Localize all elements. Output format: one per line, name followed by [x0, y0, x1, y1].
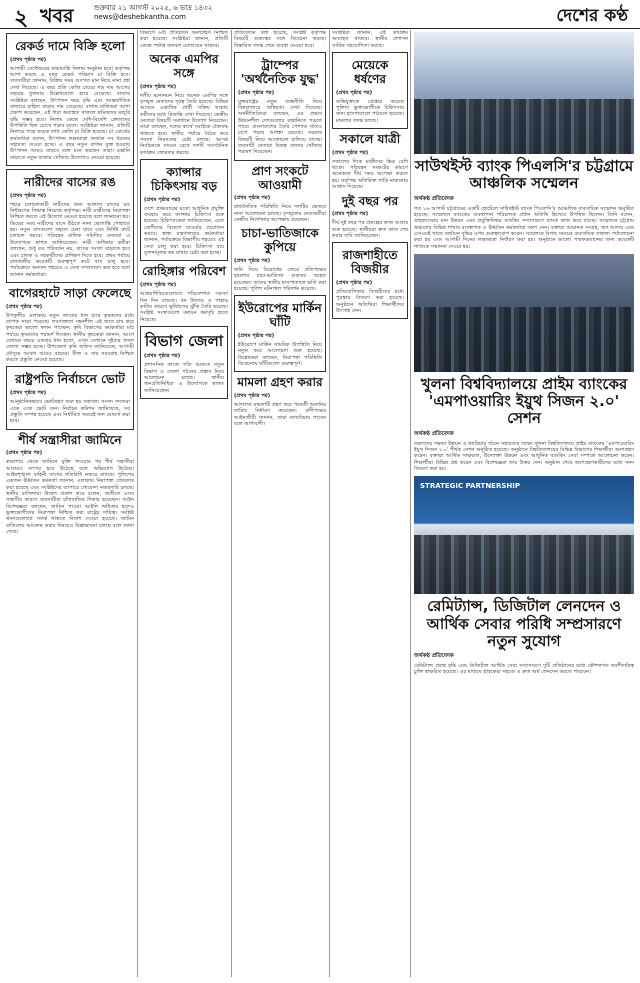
story-dateline: (প্রথম পৃষ্ঠার পর): [336, 279, 373, 286]
story-body: দেশে প্রথমবারের মতো আধুনিক প্রযুক্তি ব্যবহার করে ক্যান্সার চিকিৎসা শুরু হয়েছে। চিকিৎসকেরা জানিয়েছেন, এতে রোগীদের বিদেশে যাওয়ার প্রয়োজন কমবে। স্বাস্থ্য মন্ত্রণালয়ের কর্মকর্তারা জানান, পর্যায়ক্রমে বিভাগীয় শহরেও এই সেবা চালু করা হবে। চিকিৎসা ব্যয় তুলনামূলক কম রাখার চেষ্টা করা হচ্ছে।: [144, 205, 224, 257]
story-body: প্রশাসনিক কাজে গতি আনতে নতুন বিভাগ ও জেলা গঠনের প্রস্তাব নিয়ে আলোচনা চলছে। স্থানীয় জনপ্রতিনিধিরা এ উদ্যোগকে স্বাগত জানিয়েছেন।: [144, 362, 224, 394]
story-body: সংশ্লিষ্টরা জানান, এই কার্যক্রম অব্যাহত থাকবে। স্থানীয় প্রশাসন সার্বিক সহযোগিতা করছে।: [332, 30, 408, 49]
story-headline: শীর্ষ সন্ত্রাসীরা জামিনে: [18, 432, 122, 447]
column-2: [140, 30, 228, 977]
story-headline: রোহিঙ্গার পরিবেশ: [142, 264, 226, 279]
story-headline: রেকর্ড দামে বিক্রি হলো: [15, 39, 125, 53]
feature-headline: রেমিট্যান্স, ডিজিটাল লেনদেন ও আর্থিক সেবার পরিধি সম্প্রসারণে নতুন সুযোগ: [426, 597, 622, 650]
story-body: কারাগার থেকে জামিনে মুক্তি পাওয়ার পর শীর্ষ সন্ত্রাসীরা আবারও তৎপর হয়ে উঠেছে বলে অভিযোগ উঠেছে। আইনশৃঙ্খলা বাহিনী তাদের গতিবিধি নজরে রাখছে। পুলিশের একজন ঊর্ধ্বতন কর্মকর্তা জানান, এলাকায় নিরাপত্তা জোরদার করা হয়েছে এবং সংশ্লিষ্টদের ব্যাপারে গোয়েন্দা নজরদারি চলছে। স্থানীয় বাসিন্দারা উদ্বেগ প্রকাশ করে বলেন, অতীতে এসব সন্ত্রাসীর কারণে ব্যবসায়ীরা চাঁদাবাজির শিকার হয়েছেন। আইন বিশেষজ্ঞরা বলছেন, জামিন পাওয়া আইনি অধিকার হলেও ভুক্তভোগীদের নিরাপত্তা নিশ্চিত করা রাষ্ট্রের দায়িত্ব। সংশ্লিষ্ট থানাগুলোকে সতর্ক থাকতে নির্দেশ দেওয়া হয়েছে। জামিন বাতিলের আবেদন করার বিষয়েও চিন্তাভাবনা চলছে বলে জানা গেছে।: [6, 459, 134, 536]
story-body: সকালের দিকে যাত্রীদের ভিড় বেশি থাকে। পরিবহন সংকটের কারণে অনেককে দীর্ঘ সময় অপেক্ষা করতে হয়। কর্তৃপক্ষ অতিরিক্ত গাড়ি নামানোর আশ্বাস দিয়েছে।: [332, 158, 408, 191]
column-divider: [329, 30, 330, 977]
issue-date: শুক্রবার ২১ আগস্ট ২০২৫, ৬ ভাদ্র ১৪৩২: [94, 4, 213, 12]
story-headline: প্রাণ সংকটে আওয়ামী: [251, 163, 309, 192]
story-body: আনুষ্ঠানিকভাবে ভোটগ্রহণ শুরু হয় সকালে। সংসদ সদস্যরা একে একে ভোট দেন। নির্বাচন কমিশন জানিয়েছে, সব প্রস্তুতি সম্পন্ন হয়েছে এবং নির্ধারিত সময়েই ফল ঘোষণা করা হবে।: [10, 399, 130, 425]
story-body: আগামী সেপ্টেম্বরের মাঝামাঝি নিলাম অনুষ্ঠান হবে। কর্তৃপক্ষ আশা করছে এ বছর রেকর্ড পরিমাণ চা বিক্রি হবে। ব্যবসায়ীরা জানান, বিক্রির সময় গুণগত মান নিয়ে নানা প্রশ্ন দেখা দিয়েছে। এ বছর প্রতি কেজি চায়ের গড় দাম আগের বছরের তুলনায় উল্লেখযোগ্য হারে বেড়েছে। বাজার সংশ্লিষ্টরা বলছেন, উৎপাদন খরচ বৃদ্ধি এবং আন্তর্জাতিক বাজারে চাহিদা বাড়ায় দাম বেড়েছে। বাগান মালিকরা আশা প্রকাশ করেছেন, এই ধারা অব্যাহত থাকলে শ্রমিকদের মজুরি বৃদ্ধি সম্ভব হবে। নিলাম কেন্দ্রে দেশি-বিদেশি ক্রেতাদের উপস্থিতি ছিল চোখে পড়ার মতো। সংশ্লিষ্টরা জানান, প্রতিটি নিলামে গড়ে কয়েক লাখ কেজি চা বিক্রি হয়েছে। চা বোর্ডের কর্মকর্তারা বলেন, উৎপাদন লক্ষ্যমাত্রা অর্জনে সব ধরনের সহায়তা দেওয়া হচ্ছে। এ বছর নতুন বাগান যুক্ত হওয়ায় উৎপাদন আরও বাড়বে বলে মনে করছেন তারা। রপ্তানি বাড়াতে নতুন বাজার খোঁজার উদ্যোগও নেওয়া হয়েছে।: [10, 65, 130, 161]
photo-banner-text: STRATEGIC PARTNERSHIP: [420, 482, 520, 491]
story-box: [234, 295, 326, 372]
photo-crowd: [414, 99, 634, 154]
story-headline: অনেক এমপির সঙ্গে: [149, 52, 219, 80]
story-headline: ইউরোপের মার্কিন ঘাঁটি: [238, 301, 322, 330]
partnership-photo: [414, 476, 634, 594]
story-dateline: (প্রথম পৃষ্ঠার পর): [234, 257, 271, 264]
story-box: [6, 33, 134, 166]
story-dateline: (প্রথম পৃষ্ঠার পর): [144, 353, 181, 360]
story-dateline: (প্রথম পৃষ্ঠার পর): [332, 149, 369, 156]
photo-crowd: [414, 307, 634, 372]
story-body: দলীয় মনোনয়ন নিয়ে অনেক এমপির সঙ্গে তৃণমূল নেতাদের দূরত্ব তৈরি হয়েছে। বিভিন্ন আসনে একাধিক প্রার্থী সক্রিয় থাকায় কর্মীদের মধ্যে বিভ্রান্তি দেখা দিয়েছে। কেন্দ্রীয় নেতারা বিষয়টি সমাধানে উদ্যোগ নিয়েছেন। তারা বলছেন, দলের স্বার্থে সবাইকে ঐক্যবদ্ধ থাকতে হবে। স্থানীয় পর্যায়ে বৈঠক করে সমস্যা নিরসনের চেষ্টা চলছে। আসন্ন নির্বাচনকে সামনে রেখে দলটি সাংগঠনিক কার্যক্রম জোরদার করছে।: [140, 92, 228, 156]
story-headline: মামলা গ্রহণ করার: [237, 375, 323, 390]
contact-email: news@deshebkantha.com: [94, 13, 187, 21]
story-box: [140, 326, 228, 399]
story-dateline: (প্রথম পৃষ্ঠার পর): [10, 56, 47, 63]
story-headline: রাজশাহীতে বিজয়ীর: [342, 248, 398, 277]
story-dateline: (প্রথম পৃষ্ঠার পর): [336, 89, 373, 96]
story-body: আশ্রয়শিবিরগুলোতে পরিবেশগত সমস্যা দিন দিন বাড়ছে। বন উজাড় ও পাহাড় কাটার কারণে ভূমিধসের ঝুঁকি তৈরি হয়েছে। সংশ্লিষ্ট সংস্থাগুলো বনায়ন কর্মসূচি হাতে নিয়েছে।: [140, 291, 228, 323]
feature-headline: খুলনা বিশ্ববিদ্যালয়ে প্রাইম ব্যাংকের 'এমপাওয়ারিং ইয়ুথ সিজন ২.০' সেশন: [420, 374, 628, 428]
story-box: [234, 52, 326, 161]
feature-headline: সাউথইস্ট ব্যাংক পিএলসি'র চট্টগ্রামে আঞ্চলিক সম্মেলন: [414, 157, 634, 193]
section-title: খবর: [40, 5, 74, 27]
story-body: জমি নিয়ে বিরোধের জেরে প্রতিপক্ষের হামলায় চাচা-ভাতিজা গুরুতর আহত হয়েছেন। তাদের স্থানীয় হাসপাতালে ভর্তি করা হয়েছে। পুলিশ ঘটনাস্থল পরিদর্শন করেছে।: [234, 266, 326, 292]
story-box: [6, 169, 134, 283]
conference-photo: [414, 32, 634, 154]
story-dateline: (প্রথম পৃষ্ঠার পর): [140, 83, 177, 90]
story-dateline: (প্রথম পৃষ্ঠার পর): [10, 192, 47, 199]
story-body: যুক্তরাষ্ট্রের নতুন শুল্কনীতি নিয়ে বিশ্ববাজারে অস্থিরতা দেখা দিয়েছে। অর্থনীতিবিদরা বলছেন, এর প্রভাব উন্নয়নশীল দেশগুলোর রপ্তানিতে পড়তে পারে। বাংলাদেশের তৈরি পোশাক খাতও চাপে পড়ার আশঙ্কা রয়েছে। সরকার বিষয়টি নিয়ে আলোচনা চালিয়ে যাচ্ছে। ব্যবসায়ী নেতারা বিকল্প বাজার খোঁজার পরামর্শ দিয়েছেন।: [238, 98, 322, 156]
story-body: আদালত মামলাটি গ্রহণ করে পরবর্তী শুনানির তারিখ নির্ধারণ করেছেন। বাদীপক্ষের আইনজীবী জানান, তারা ন্যায়বিচার পাবেন বলে আশাবাদী।: [234, 402, 326, 428]
feature-body: রেমিট্যান্স প্রবাহ বৃদ্ধি এবং ডিজিটাল আর্থিক সেবা সম্প্রসারণে দুটি প্রতিষ্ঠানের মধ্যে কৌশলগত অংশীদারিত্ব চুক্তি স্বাক্ষরিত হয়েছে। এর মাধ্যমে গ্রাহকেরা সহজে ও দ্রুত অর্থ লেনদেন করতে পারবেন।: [414, 663, 634, 676]
story-box: [332, 242, 408, 319]
story-dateline: (প্রথম পৃষ্ঠার পর): [234, 195, 271, 202]
seminar-photo: [414, 254, 634, 372]
dateline: [94, 4, 212, 22]
column-1: [6, 30, 134, 977]
business-column: [414, 30, 634, 977]
story-dateline: (প্রথম পৃষ্ঠার পর): [10, 390, 47, 397]
story-body: রাজনৈতিক পরিস্থিতি নিয়ে দলটির ভেতরে নানা আলোচনা চলছে। তৃণমূলের নেতাকর্মীরা কেন্দ্রীয় নির্দেশনার অপেক্ষায় রয়েছেন।: [234, 204, 326, 223]
story-headline: নারীদের বাসের রঙ: [24, 174, 116, 189]
story-headline: রাষ্ট্রপতি নির্বাচনে ভোট: [15, 372, 125, 387]
story-dateline: (প্রথম পৃষ্ঠার পর): [332, 211, 369, 218]
story-dateline: (প্রথম পৃষ্ঠার পর): [238, 332, 275, 339]
story-body: ইউরোপে মার্কিন সামরিক উপস্থিতি নিয়ে নতুন করে আলোচনা শুরু হয়েছে। বিশ্লেষকরা বলছেন, নিরাপত্তা পরিস্থিতি বিবেচনায় ঘাঁটিগুলো গুরুত্বপূর্ণ।: [238, 341, 322, 367]
story-headline: সকালে যাত্রী: [339, 132, 401, 146]
feature-body: তরুণদের দক্ষতা উন্নয়ন ও ক্যারিয়ার গঠনে সহায়তার লক্ষ্যে খুলনা বিশ্ববিদ্যালয়ে প্রাইম ব্যাংকের 'এমপাওয়ারিং ইয়ুথ সিজন ২.০' শীর্ষক সেশন অনুষ্ঠিত হয়েছে। অনুষ্ঠানে বিশ্ববিদ্যালয়ের বিভিন্ন বিভাগের শিক্ষার্থীরা অংশগ্রহণ করেন। বক্তারা আর্থিক সাক্ষরতা, উদ্যোক্তা উন্নয়ন এবং আধুনিক ব্যাংকিং সেবা সম্পর্কে আলোচনা করেন। শিক্ষার্থীরা বিভিন্ন প্রশ্ন করেন এবং বিশেষজ্ঞরা তার উত্তর দেন। অনুষ্ঠান শেষে অংশগ্রহণকারীদের মধ্যে সনদ বিতরণ করা হয়।: [414, 440, 634, 473]
story-box: [140, 159, 228, 261]
feature-byline: অর্থকণ্ঠ প্রতিবেদক: [414, 430, 454, 437]
photo-crowd: [414, 535, 634, 594]
story-dateline: (প্রথম পৃষ্ঠার পর): [234, 393, 271, 400]
story-headline: মেয়েকে ধর্ষণের: [351, 58, 389, 86]
page-number: ২: [14, 6, 29, 31]
story-box: [6, 366, 134, 429]
story-headline: ট্রাম্পের 'অর্থনৈতিক যুদ্ধ': [240, 58, 320, 86]
column-3: [234, 30, 326, 977]
feature-byline: অর্থকণ্ঠ প্রতিবেদক: [414, 653, 454, 660]
story-body: প্রতিযোগিতায় বিজয়ীদের মধ্যে পুরস্কার বিতরণ করা হয়েছে। অনুষ্ঠানে অতিথিরা শিক্ষার্থীদের উৎসাহ দেন।: [336, 288, 404, 314]
story-dateline: (প্রথম পৃষ্ঠার পর): [6, 303, 43, 310]
story-body: বিভাগে ৬টি প্রতিষ্ঠানে অংশগ্রহণ নিশ্চিত করা হয়েছে। সংশ্লিষ্টরা জানান, প্রতিটি কেন্দ্রে পর্যাপ্ত জনবল মোতায়েন থাকবে।: [140, 30, 228, 49]
column-4: [332, 30, 408, 977]
story-body: শহরে চলাচলকারী নারীদের জন্য আলাদা বাসের রঙ নির্ধারণের সিদ্ধান্ত নিয়েছে কর্তৃপক্ষ। নারী যাত্রীদের নিরাপত্তা নিশ্চিত করতে এই উদ্যোগ নেওয়া হয়েছে বলে জানানো হয়। ভিড়ের সময় নারীদের বাসে উঠতে নানা ভোগান্তি পোহাতে হয়। নতুন বাসগুলো সহজে চেনা যাবে এবং নির্দিষ্ট রুটে চলাচল করবে। পরিবহন মালিক সমিতির নেতারা এ উদ্যোগকে স্বাগত জানিয়েছেন। নারী অধিকার কর্মীরা বলছেন, শুধু রঙ পরিবর্তন নয়, বাসের সংখ্যা বাড়াতে হবে এবং চালক ও সহকারীদের প্রশিক্ষণ দিতে হবে। প্রথম পর্যায়ে রাজধানীর কয়েকটি গুরুত্বপূর্ণ রুটে বাস চালু হবে। পর্যায়ক্রমে অন্যান্য শহরেও এ সেবা সম্প্রসারণ করা হবে বলে জানান কর্মকর্তারা।: [10, 201, 130, 278]
story-body: প্রতিবেদনে বলা হয়েছে, সংশ্লিষ্ট কর্তৃপক্ষ বিষয়টি গুরুত্বের সঙ্গে বিবেচনা করছে। বিস্তারিত তদন্ত শেষে ব্যবস্থা নেওয়া হবে।: [234, 30, 326, 49]
story-headline: বাগেরহাটে সাড়া ফেলেছে: [9, 285, 131, 300]
story-dateline: (প্রথম পৃষ্ঠার পর): [144, 196, 181, 203]
column-divider: [231, 30, 232, 977]
story-headline: ক্যান্সার চিকিৎসায় বড়: [150, 165, 218, 193]
story-body: উপকূলীয় এলাকায় নতুন জাতের ধান চাষে কৃষকদের মধ্যে ব্যাপক সাড়া পড়েছে। লবণাক্ততা সহনশীল এই জাত চাষ করে কৃষকেরা ভালো ফলন পাচ্ছেন। কৃষি বিভাগের কর্মকর্তারা মাঠ পর্যায়ে কৃষকদের পরামর্শ দিচ্ছেন। স্থানীয় কৃষকেরা জানান, আগে যেখানে বছরে একবার ধান হতো, এখন সেখানে দুইবার ফসল তোলা সম্ভব হচ্ছে। উপজেলা কৃষি অফিস জানিয়েছে, আগামী মৌসুমে আবাদ আরও বাড়বে। বীজ ও সার সরবরাহ নিশ্চিত করতে প্রস্তুতি নেওয়া হয়েছে।: [6, 312, 134, 364]
story-dateline: (প্রথম পৃষ্ঠার পর): [6, 450, 43, 457]
story-body: দীর্ঘ দুই বছর পর প্রকল্পের কাজ আবার শুরু হয়েছে। স্থানীয়রা দ্রুত কাজ শেষ করার দাবি জানিয়েছেন।: [332, 220, 408, 239]
feature-body: গত ১৬ আগস্ট চট্টগ্রামের একটি হোটেলে সাউথইস্ট ব্যাংক পিএলসি'র আঞ্চলিক ব্যবসায়িক সম্মেলন অনুষ্ঠিত হয়েছে। সম্মেলনে ব্যাংকের ব্যবস্থাপনা পরিচালক প্রধান অতিথি হিসেবে উপস্থিত ছিলেন। তিনি বলেন, গ্রাহকসেবার মান উন্নয়ন এবং প্রযুক্তিনির্ভর ব্যাংকিং সম্প্রসারণে ব্যাংক কাজ করে যাচ্ছে। সম্মেলনে চট্টগ্রাম অঞ্চলের বিভিন্ন শাখার ব্যবস্থাপক ও ঊর্ধ্বতন কর্মকর্তারা অংশ নেন। বক্তারা আমানত সংগ্রহ, ঋণ আদায় এবং এসএমই খাতে অর্থায়ন বৃদ্ধির ওপর গুরুত্বারোপ করেন। সম্মেলনে বিগত সময়ের ব্যবসায়িক সাফল্য পর্যালোচনা করা হয় এবং আগামী দিনের লক্ষ্যমাত্রা নির্ধারণ করা হয়। অনুষ্ঠানে ভালো পারফরম্যান্সের জন্য কয়েকটি শাখাকে সম্মাননা দেওয়া হয়।: [414, 205, 634, 250]
story-box: [332, 52, 408, 129]
story-headline: চাচা-ভাতিজাকে কুপিয়ে: [241, 226, 319, 255]
story-body: অভিযুক্তকে গ্রেপ্তার করেছে পুলিশ। ভুক্তভোগীকে চিকিৎসার জন্য হাসপাতালে পাঠানো হয়েছে। মামলার তদন্ত চলছে।: [336, 98, 404, 124]
story-dateline: (প্রথম পৃষ্ঠার পর): [140, 282, 177, 289]
column-divider: [410, 30, 411, 977]
column-divider: [137, 30, 138, 977]
story-headline: বিভাগ জেলা: [144, 331, 224, 350]
story-headline: দুই বছর পর: [341, 193, 399, 208]
story-dateline: (প্রথম পৃষ্ঠার পর): [238, 89, 275, 96]
masthead: [0, 0, 640, 29]
newspaper-logo: দেশের কণ্ঠ: [556, 6, 628, 26]
feature-byline: অর্থকণ্ঠ প্রতিবেদক: [414, 195, 454, 202]
